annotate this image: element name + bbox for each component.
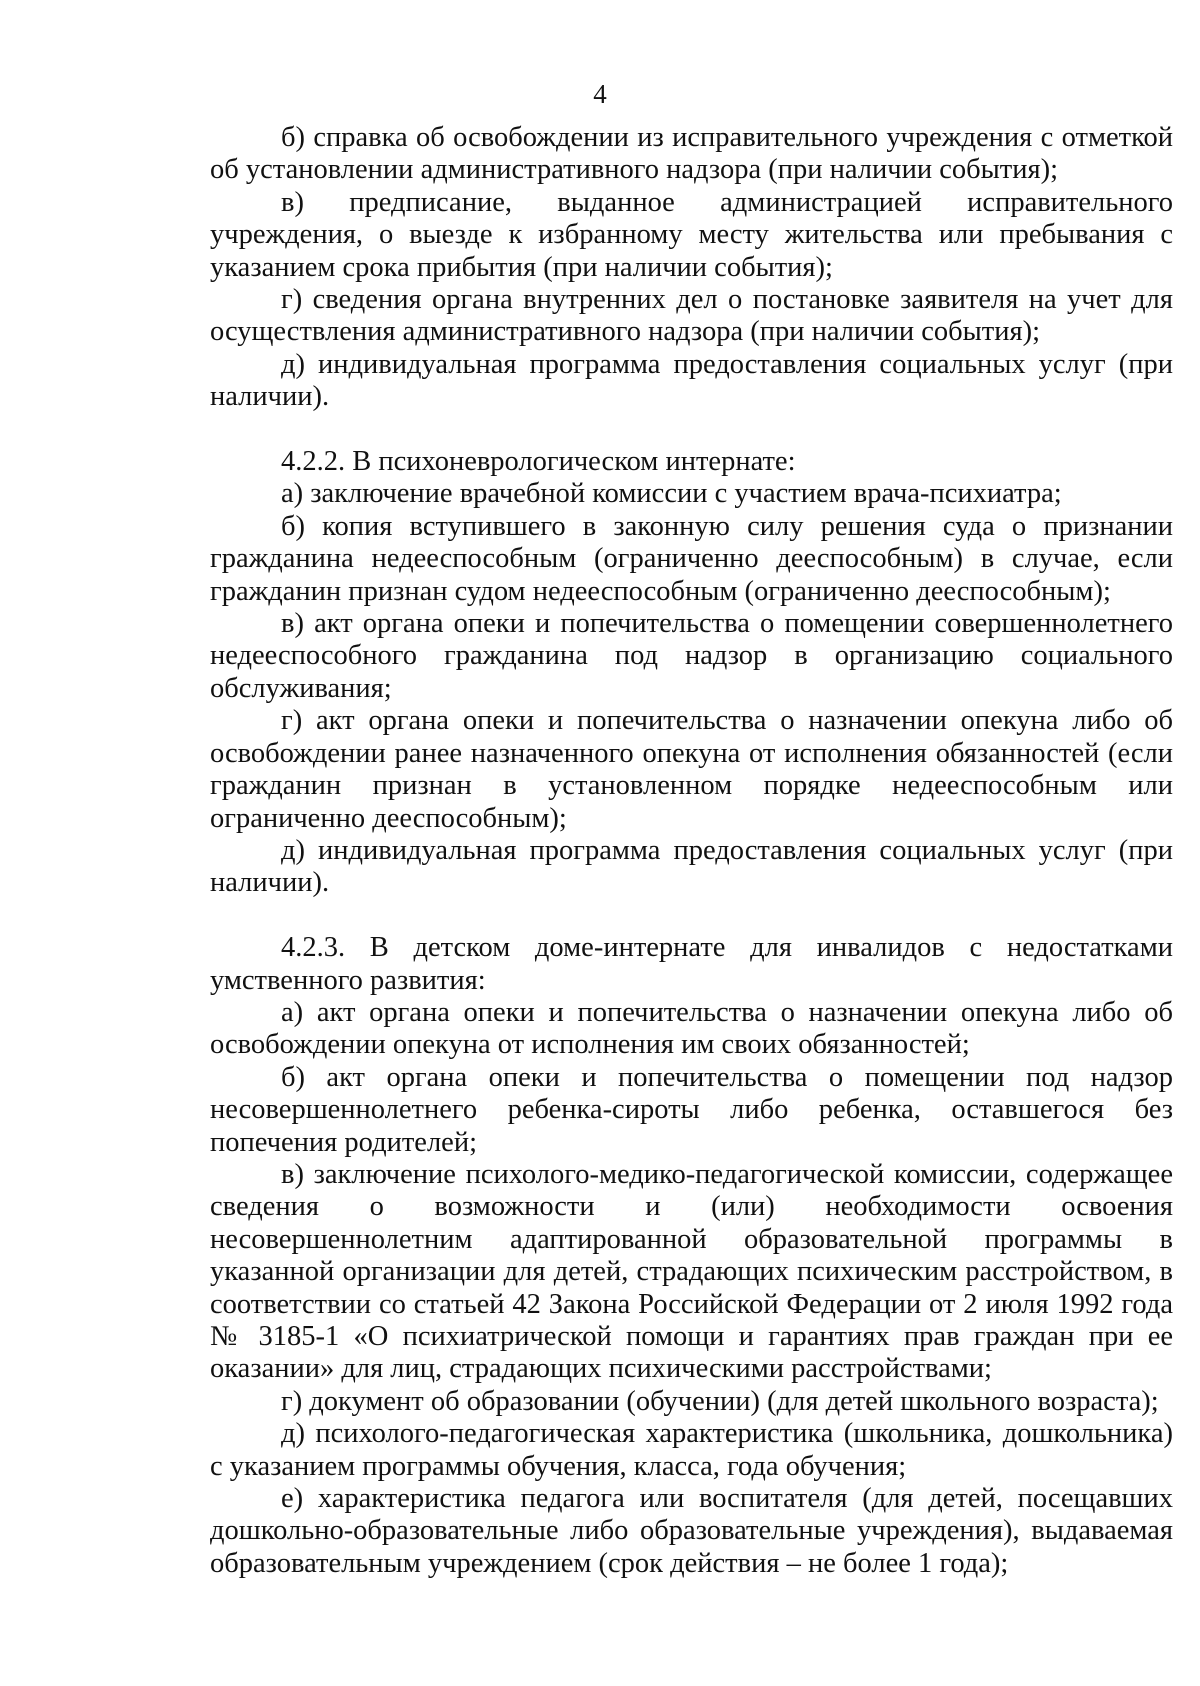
paragraph-psych-characteristic: д) психолого-педагогическая характеристика (школьника, дошкольника) с указанием программы обучения, класса, года обучения;: [210, 1418, 1173, 1482]
paragraph-orphan-placement: б) акт органа опеки и попечительства о помещении под надзор несовершеннолетнего ребенка-сироты либо ребенка, оставшегося без попечения родителей;: [210, 1061, 1173, 1158]
paragraph-police-registration: г) сведения органа внутренних дел о постановке заявителя на учет для осуществления административного надзора (при наличии события);: [210, 284, 1173, 348]
paragraph-guardian-act: а) акт органа опеки и попечительства о назначении опекуна либо об освобождении опекуна от исполнения им своих обязанностей;: [210, 996, 1173, 1061]
paragraph-teacher-characteristic: е) характеристика педагога или воспитателя (для детей, посещавших дошкольно-образовательные либо образовательные учреждения), выдаваемая образовательным учреждением (срок действия – не более 1 года);: [210, 1483, 1173, 1579]
document-body: [210, 122, 1173, 1580]
paragraph-education-document: г) документ об образовании (обучении) (для детей школьного возраста);: [281, 1385, 1159, 1417]
page-number: 4: [593, 79, 607, 109]
paragraph-pmpk-conclusion: в) заключение психолого-медико-педагогической комиссии, содержащее сведения о возможности и (или) необходимости освоения несовершеннолетним адаптированной образовательной программы в указанной организации для детей, страдающих психическим расстройством, в соответствии со статьей 42 Закона Российской Федерации от 2 июля 1992 года № 3185-1 «О психиатрической помощи и гарантиях прав граждан при ее оказании» для лиц, страдающих психическими расстройствами;: [210, 1158, 1173, 1385]
paragraph-guardian-appointment: г) акт органа опеки и попечительства о назначении опекуна либо об освобождении ранее назначенного опекуна от исполнения обязанностей (если гражданин признан в установленном порядке недееспособным или ограниченно дееспособным);: [210, 705, 1173, 834]
paragraph-court-decision: б) копия вступившего в законную силу решения суда о признании гражданина недееспособным (ограниченно дееспособным) в случае, если гражданин признан судом недееспособным (ограниченно дееспособным);: [210, 510, 1173, 607]
section-gap: [210, 900, 1173, 932]
paragraph-individual-program: д) индивидуальная программа предоставления социальных услуг (при наличии).: [210, 348, 1173, 413]
section-heading-4-2-2: 4.2.2. В психоневрологическом интернате:: [281, 446, 796, 478]
section-heading-4-2-3: 4.2.3. В детском доме-интернате для инвалидов с недостатками умственного развития:: [210, 932, 1173, 996]
paragraph-individual-program-2: д) индивидуальная программа предоставления социальных услуг (при наличии).: [210, 834, 1173, 899]
section-gap: [210, 414, 1173, 446]
paragraph-medical-commission: а) заключение врачебной комиссии с участием врача-психиатра;: [281, 478, 1062, 510]
paragraph-prescription: в) предписание, выданное администрацией исправительного учреждения, о выезде к избранному месту жительства или пребывания с указанием срока прибытия (при наличии события);: [210, 186, 1173, 283]
paragraph-guardianship-placement: в) акт органа опеки и попечительства о помещении совершеннолетнего недееспособного гражданина под надзор в организацию социального обслуживания;: [210, 608, 1173, 704]
paragraph-release-certificate: б) справка об освобождении из исправительного учреждения с отметкой об установлении административного надзора (при наличии события);: [210, 122, 1173, 186]
